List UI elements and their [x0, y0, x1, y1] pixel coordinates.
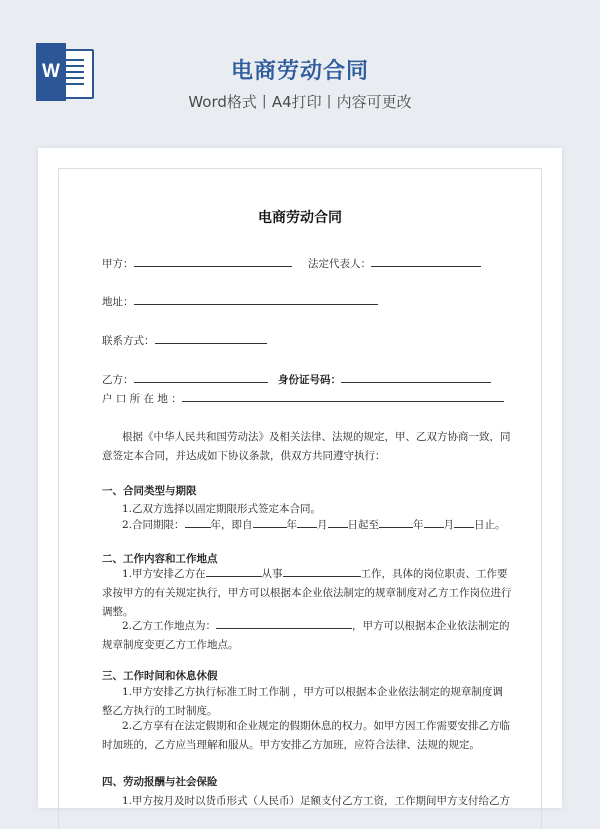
- section-2-title: 二、工作内容和工作地点: [102, 553, 218, 565]
- id-row: [278, 372, 491, 387]
- party-b-label: 乙方：: [102, 374, 134, 386]
- section-2-item-2-line-2: 规章制度变更乙方工作地点。: [102, 639, 239, 651]
- page-header: [0, 0, 600, 150]
- legal-rep-row: [308, 256, 481, 271]
- contact-row: [102, 333, 267, 348]
- start-month-blank: [297, 517, 317, 528]
- contact-label: 联系方式：: [102, 335, 155, 347]
- work-duty-text: 工作，具体的岗位职责、工作要: [360, 568, 508, 580]
- position-blank: [283, 566, 361, 577]
- address-row: [102, 294, 378, 309]
- section-1-item-1: 1.乙双方选择以固定期限形式签定本合同。: [122, 503, 322, 515]
- id-label: 身份证号码：: [278, 374, 341, 386]
- work-location-text: ，甲方可以根据本企业依法制定的: [352, 620, 510, 632]
- address-blank: [134, 294, 378, 305]
- document-title: 电商劳动合同: [230, 59, 369, 84]
- section-1-item-2: [122, 517, 506, 532]
- end-year-blank: [379, 517, 413, 528]
- term-text-year: 年: [286, 519, 298, 531]
- work-in-label: 1.甲方安排乙方在: [122, 568, 206, 580]
- work-location-blank: [216, 618, 352, 629]
- term-label: 2.合同期限：: [122, 519, 185, 531]
- section-4-item-1: 1.甲方按月及时以货币形式（人民币）足额支付乙方工资，工作期间甲方支付给乙方: [122, 795, 511, 807]
- section-2-item-2: [102, 617, 514, 655]
- term-years-blank: [185, 517, 211, 528]
- legal-rep-blank: [371, 256, 481, 267]
- section-2-item-1-line-3: 调整。: [102, 606, 134, 618]
- department-blank: [206, 566, 262, 577]
- party-a-blank: [134, 256, 292, 267]
- party-a-label: 甲方：: [102, 258, 134, 270]
- term-text-to: 日起至: [347, 519, 380, 531]
- legal-rep-label: 法定代表人：: [308, 258, 371, 270]
- intro-line-2: 意签定本合同，并达成如下协议条款，供双方共同遵守执行：: [102, 450, 386, 462]
- term-text-end: 日止。: [474, 519, 506, 531]
- term-text-year-2: 年: [413, 519, 424, 531]
- end-day-blank: [454, 517, 474, 528]
- section-1-title: 一、合同类型与期限: [102, 485, 197, 497]
- id-blank: [341, 372, 491, 383]
- word-icon-letter: W: [36, 43, 66, 101]
- section-3-item-1-line-2: 整乙方执行的工时制度。: [102, 705, 218, 717]
- term-text-from: 年，即自: [210, 519, 253, 531]
- term-text-month-2: 月: [443, 519, 455, 531]
- intro-paragraph: [102, 428, 514, 466]
- party-b-blank: [134, 372, 268, 383]
- document-subtitle: Word格式丨A4打印丨内容可更改: [188, 93, 412, 111]
- section-3-item-1-line-1: 1.甲方安排乙方执行标准工时工作制 ，甲方可以根据本企业依法制定的规章制度调: [122, 686, 503, 698]
- section-2-item-1-line-1: [102, 565, 514, 584]
- residence-label: 户 口 所 在 地 ：: [102, 393, 182, 405]
- section-2-item-2-line-1: [102, 617, 514, 636]
- contact-blank: [155, 333, 267, 344]
- section-3-item-2-line-1: 2.乙方享有在法定假期和企业规定的假期休息的权力。如甲方因工作需要安排乙方临: [122, 720, 511, 732]
- start-day-blank: [328, 517, 348, 528]
- residence-row: [102, 391, 504, 406]
- work-as-label: 从事: [261, 568, 283, 580]
- section-2-item-1-line-2: 求按甲方的有关规定执行，甲方可以根据本企业依法制定的规章制度对乙方工作岗位进行: [102, 587, 512, 599]
- residence-blank: [182, 391, 504, 402]
- party-b-row: [102, 372, 268, 387]
- section-2-item-1: [102, 565, 514, 622]
- start-year-blank: [253, 517, 287, 528]
- intro-line-1: 根据《中华人民共和国劳动法》及相关法律、法规的规定，甲、乙双方协商一致，同: [122, 431, 511, 443]
- party-a-row: [102, 256, 292, 271]
- section-4-title: 四、劳动报酬与社会保险: [102, 776, 218, 788]
- contract-title: 电商劳动合同: [258, 210, 342, 226]
- section-3-item-2-line-2: 时加班的，乙方应当理解和服从。甲方安排乙方加班，应符合法律、法规的规定。: [102, 739, 480, 751]
- end-month-blank: [424, 517, 444, 528]
- work-location-label: 2.乙方工作地点为：: [122, 620, 217, 632]
- section-3-title: 三、工作时间和休息休假: [102, 670, 218, 682]
- section-3-item-2: [102, 717, 514, 755]
- section-3-item-1: [102, 683, 514, 721]
- address-label: 地址：: [102, 296, 134, 308]
- term-text-month: 月: [317, 519, 328, 531]
